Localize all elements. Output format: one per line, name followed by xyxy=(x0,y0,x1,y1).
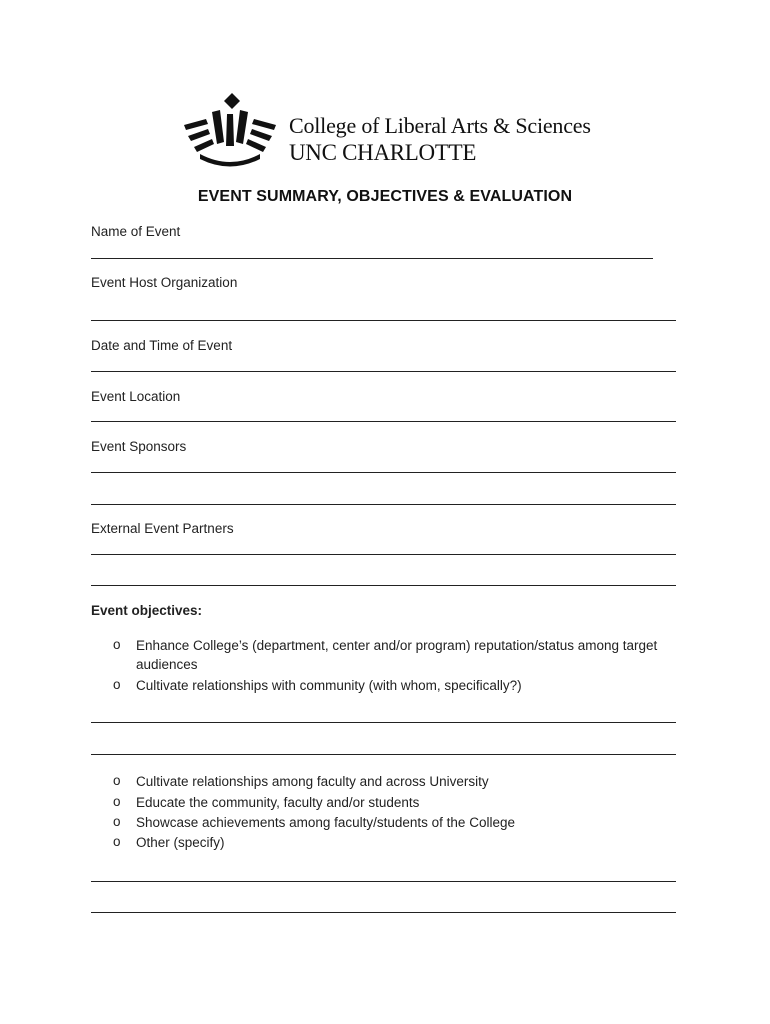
date-time-label: Date and Time of Event xyxy=(91,338,233,353)
objective-other: Other (specify) xyxy=(136,835,225,850)
logo-university-name: UNC CHARLOTTE xyxy=(289,140,477,165)
external-partners-label: External Event Partners xyxy=(91,521,234,536)
name-of-event-line[interactable] xyxy=(91,258,653,259)
objectives-line-2[interactable] xyxy=(91,754,676,755)
objective-cultivate-community: Cultivate relationships with community (with whom, specifically?) xyxy=(136,678,522,693)
objective-checkbox-5[interactable]: o xyxy=(113,814,121,829)
objective-checkbox-2[interactable]: o xyxy=(113,677,121,692)
objective-checkbox-6[interactable]: o xyxy=(113,834,121,849)
objective-checkbox-4[interactable]: o xyxy=(113,794,121,809)
other-line-1[interactable] xyxy=(91,881,676,882)
name-of-event-label: Name of Event xyxy=(91,224,181,239)
location-line[interactable] xyxy=(91,421,676,422)
unc-charlotte-crown-logo xyxy=(182,92,278,172)
other-line-2[interactable] xyxy=(91,912,676,913)
sponsors-label: Event Sponsors xyxy=(91,439,187,454)
sponsors-line-1[interactable] xyxy=(91,472,676,473)
logo-college-name: College of Liberal Arts & Sciences xyxy=(289,113,591,138)
objective-showcase: Showcase achievements among faculty/students of the College xyxy=(136,815,515,830)
objective-educate: Educate the community, faculty and/or students xyxy=(136,795,420,810)
date-time-line[interactable] xyxy=(91,371,676,372)
host-organization-line[interactable] xyxy=(91,320,676,321)
objectives-line-1[interactable] xyxy=(91,722,676,723)
location-label: Event Location xyxy=(91,389,181,404)
objective-checkbox-1[interactable]: o xyxy=(113,637,121,652)
external-partners-line-2[interactable] xyxy=(91,585,676,586)
form-title: EVENT SUMMARY, OBJECTIVES & EVALUATION xyxy=(197,188,573,205)
sponsors-line-2[interactable] xyxy=(91,504,676,505)
objectives-heading: Event objectives: xyxy=(91,603,203,618)
objective-checkbox-3[interactable]: o xyxy=(113,773,121,788)
objective-cultivate-faculty: Cultivate relationships among faculty and across University xyxy=(136,774,489,789)
objective-enhance-reputation: Enhance College’s (department, center and/or program) reputation/status among target audiences xyxy=(136,638,658,672)
external-partners-line-1[interactable] xyxy=(91,554,676,555)
host-organization-label: Event Host Organization xyxy=(91,275,238,290)
